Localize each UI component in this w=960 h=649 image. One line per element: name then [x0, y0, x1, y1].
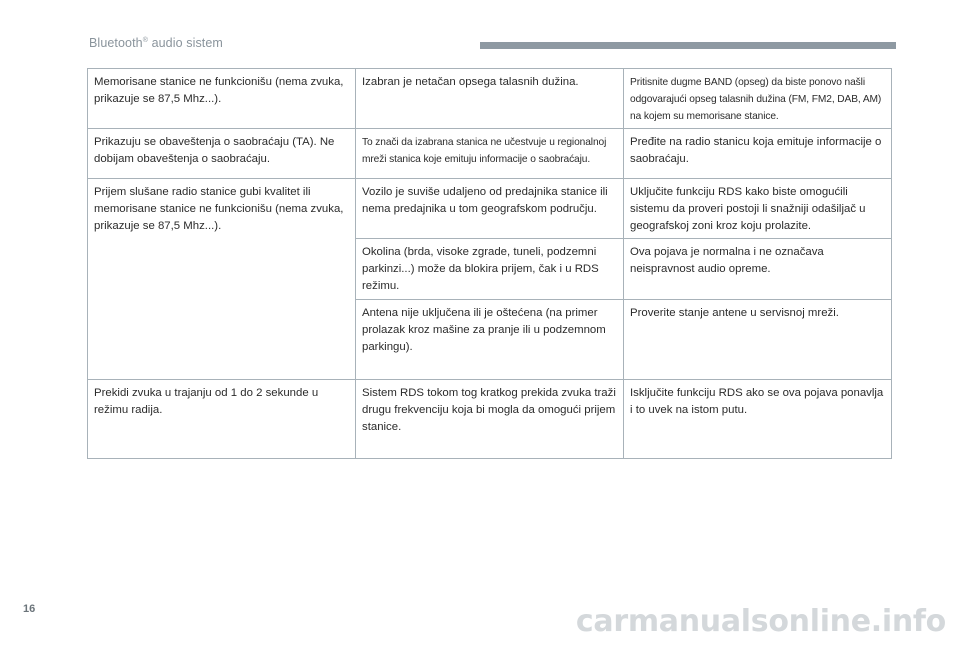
explanation-cell: Izabran je netačan opsega talasnih dužina.	[356, 69, 624, 129]
solution-cell: Proverite stanje antene u servisnoj mreži.	[624, 300, 892, 380]
solution-cell: Ova pojava je normalna i ne označava neispravnost audio opreme.	[624, 239, 892, 300]
section-title-main: Bluetooth	[89, 36, 143, 50]
explanation-cell: Okolina (brda, visoke zgrade, tuneli, podzemni parkinzi...) može da blokira prijem, čak i u RDS režimu.	[356, 239, 624, 300]
explanation-cell: Sistem RDS tokom tog kratkog prekida zvuka traži drugu frekvenciju koja bi mogla da omogući prijem stanice.	[356, 380, 624, 459]
page-number: 16	[23, 603, 36, 615]
table-row	[88, 129, 892, 179]
cause-cell: Prikazuju se obaveštenja o saobraćaju (TA). Ne dobijam obaveštenja o saobraćaju.	[88, 129, 356, 179]
table-row	[88, 179, 892, 239]
cause-cell: Memorisane stanice ne funkcionišu (nema zvuka, prikazuje se 87,5 Mhz...).	[88, 69, 356, 129]
section-title	[89, 36, 223, 50]
solution-cell: Pređite na radio stanicu koja emituje informacije o saobraćaju.	[624, 129, 892, 179]
cause-cell: Prekidi zvuka u trajanju od 1 do 2 sekunde u režimu radija.	[88, 380, 356, 459]
table-row	[88, 69, 892, 129]
explanation-cell: To znači da izabrana stanica ne učestvuje u regionalnoj mreži stanica koje emituju informacije o saobraćaju.	[356, 129, 624, 179]
solution-cell: Isključite funkciju RDS ako se ova pojava ponavlja i to uvek na istom putu.	[624, 380, 892, 459]
troubleshooting-table	[87, 68, 892, 459]
registered-mark: ®	[142, 37, 148, 44]
header-rule	[480, 42, 896, 49]
watermark: carmanualsonline.info	[575, 604, 946, 639]
cause-cell: Prijem slušane radio stanice gubi kvalitet ili memorisane stanice ne funkcionišu (nema zvuka, prikazuje se 87,5 Mhz...).	[88, 179, 356, 380]
explanation-cell: Antena nije uključena ili je oštećena (na primer prolazak kroz mašine za pranje ili u podzemnom parkingu).	[356, 300, 624, 380]
solution-cell: Pritisnite dugme BAND (opseg) da biste ponovo našli odgovarajući opseg talasnih dužina (FM, FM2, DAB, AM) na kojem su memorisane stanice.	[624, 69, 892, 129]
section-title-rest: audio sistem	[148, 36, 223, 50]
solution-cell: Uključite funkciju RDS kako biste omogućili sistemu da proveri postoji li snažniji odašiljač u geografskoj zoni kroz koju prolazite.	[624, 179, 892, 239]
explanation-cell: Vozilo je suviše udaljeno od predajnika stanice ili nema predajnika u tom geografskom području.	[356, 179, 624, 239]
table-row	[88, 380, 892, 459]
